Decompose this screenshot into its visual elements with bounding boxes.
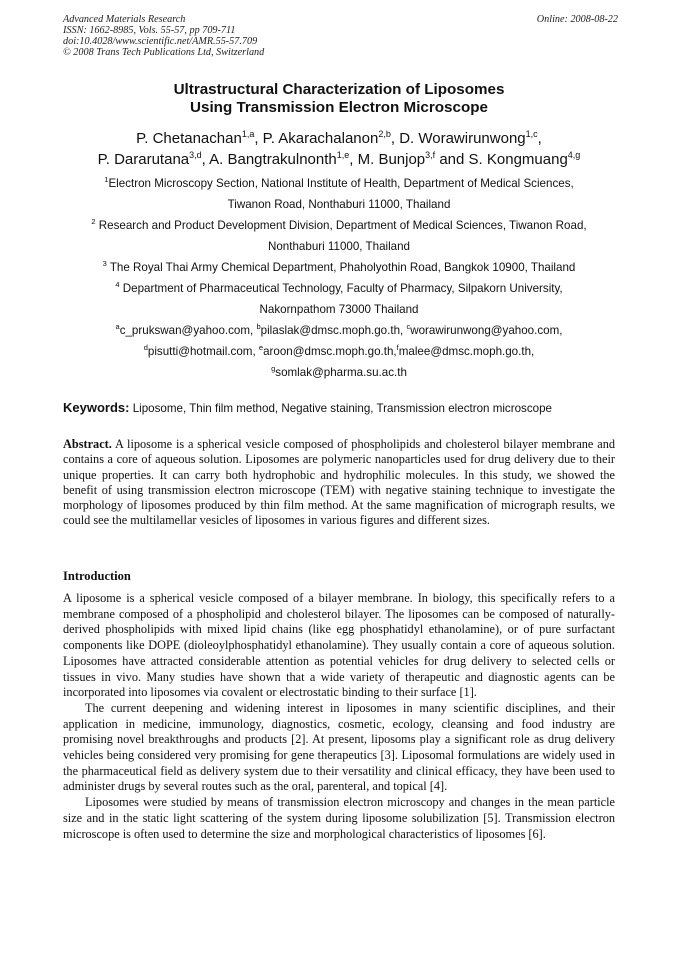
affiliation-text: Department of Pharmaceutical Technology, Faculty of Pharmacy, Silpakorn University, <box>122 282 563 295</box>
email-address: pisutti@hotmail.com, <box>147 345 259 358</box>
online-date: Online: 2008-08-22 <box>536 14 618 25</box>
abstract-label: Abstract. <box>63 437 112 451</box>
title-line-2: Using Transmission Electron Microscope <box>190 99 488 116</box>
author-affil-sup: 1,c <box>525 129 538 139</box>
email-address: somlak@pharma.su.ac.th <box>275 366 407 379</box>
email-address: worawirunwong@yahoo.com, <box>410 324 563 337</box>
author-name: M. Bunjop <box>357 151 426 168</box>
keywords <box>63 400 623 417</box>
abstract-text: A liposome is a spherical vesicle composed of phospholipids and cholesterol bilayer membrane and contains a core of aqueous solution. Liposomes are polymeric nanoparticles used for drug delivery due to their unique properties. It can carry both hydrophobic and hydrophilic molecules. In this study, we showed the benefit of using transmission electron microscope (TEM) with negative staining technique to investigate the morphology of liposomes produced by thin film method. At the same magnification of micrograph results, we could see the multilamellar vesicles of liposomes in various figures and different sizes. <box>63 437 615 528</box>
email-address: aroon@dmsc.moph.go.th, <box>263 345 397 358</box>
author-name: A. Bangtrakulnonth <box>209 151 337 168</box>
author-name: D. Worawirunwong <box>399 130 526 147</box>
affiliation-4 <box>60 278 618 299</box>
author-name: S. Kongmuang <box>468 151 568 168</box>
affiliation-2-cont: Nonthaburi 11000, Thailand <box>267 240 411 253</box>
email-line-2 <box>60 341 618 362</box>
doi-line: doi:10.4028/www.scientific.net/AMR.55-57.709 <box>63 36 258 47</box>
email-sup: c <box>406 322 411 331</box>
paragraph: Liposomes were studied by means of transmission electron microscopy and changes in the mean particle size and in the static light scattering of the system during liposome solubilization [5]. Transmission electron microscope is often used to determine the size and morphological characteristics of liposomes [6]. <box>63 795 615 841</box>
email-sup: e <box>258 343 264 352</box>
author-separator: , <box>254 130 263 147</box>
author-affil-sup: 2,b <box>378 129 391 139</box>
email-address: pilaslak@dmsc.moph.go.th, <box>260 324 407 337</box>
author-affil-sup: 1,a <box>241 129 255 139</box>
affiliation-list <box>60 173 618 383</box>
affiliation-sup: 4 <box>115 280 120 289</box>
author-list <box>60 128 618 170</box>
affiliation-text: The Royal Thai Army Chemical Department, Phaholyothin Road, Bangkok 10900, Thailand <box>109 261 576 274</box>
affiliation-3 <box>60 257 618 278</box>
author-affil-sup: 1,e <box>336 150 350 160</box>
email-line-3 <box>60 362 618 383</box>
author-affil-sup: 4,g <box>567 150 581 160</box>
author-separator: and <box>435 151 469 168</box>
introduction-body <box>63 591 615 842</box>
author-affil-sup: 3,d <box>189 150 202 160</box>
affiliation-sup: 1 <box>104 175 109 184</box>
affiliation-1-cont: Tiwanon Road, Nonthaburi 11000, Thailand <box>227 198 451 211</box>
email-sup: b <box>256 322 261 331</box>
journal-header <box>63 14 618 58</box>
author-line-2 <box>60 149 618 170</box>
paragraph: The current deepening and widening interest in liposomes in many scientific disciplines, and their application in medicine, immunology, diagnostics, cosmetic, ecology, cleansing and food industry are promising novel breakthroughs and products [2]. At present, liposoms play a significant role as drug delivery vehicles being considered very promising for gene therapeutics [3]. Liposomal formulations are widely used in the pharmaceutical field as delivery system due to their versatility and clinical efficacy, they have been used to administer drugs by several routes such as the oral, parenteral, and topical [4]. <box>63 700 615 794</box>
copyright-line: © 2008 Trans Tech Publications Ltd, Switzerland <box>63 47 265 58</box>
affiliation-sup: 2 <box>91 217 96 226</box>
keywords-text: Liposome, Thin film method, Negative staining, Transmission electron microscope <box>129 402 552 415</box>
abstract <box>63 437 615 529</box>
affiliation-text: Electron Microscopy Section, National Institute of Health, Department of Medical Sciences, <box>108 177 574 190</box>
author-name: P. Dararutana <box>97 151 190 168</box>
email-sup: f <box>396 343 399 352</box>
author-name: P. Chetanachan <box>136 130 242 147</box>
paragraph: A liposome is a spherical vesicle composed of a bilayer membrane. In biology, this specifically refers to a membrane composed of a phospholipid and cholesterol bilayer. The liposomes can be composed of naturally-derived phospholipids with mixed lipid chains (like egg phosphatidyl ethanolamine), or of pure surfactant components like DOPE (dioleoylphosphatidyl ethanolamine). They usually contain a core of aqueous solution. Liposomes have attracted considerable attention as potential vehicles for drug delivery to selected cells or tissues in vivo. Many studies have shown that a wide variety of therapeutic and diagnostic agents can be incorporated into liposomes via covalent or electrostatic binding to their surface [1]. <box>63 591 615 700</box>
affiliation-1 <box>60 173 618 194</box>
author-separator: , <box>537 130 542 147</box>
email-address: malee@dmsc.moph.go.th, <box>398 345 535 358</box>
title-line-1: Ultrastructural Characterization of Liposomes <box>173 81 505 98</box>
affiliation-text: Research and Product Development Division, Department of Medical Sciences, Tiwanon Road, <box>98 219 587 232</box>
issn-line: ISSN: 1662-8985, Vols. 55-57, pp 709-711 <box>63 25 236 36</box>
author-name: P. Akarachalanon <box>262 130 379 147</box>
email-address: c_prukswan@yahoo.com, <box>119 324 257 337</box>
email-sup: d <box>143 343 148 352</box>
paper-title <box>60 81 618 117</box>
affiliation-sup: 3 <box>102 259 107 268</box>
author-affil-sup: 3,f <box>425 150 436 160</box>
email-sup: g <box>271 364 276 373</box>
author-separator: , <box>349 151 358 168</box>
affiliation-4-cont: Nakornpathom 73000 Thailand <box>259 303 419 316</box>
keywords-label: Keywords: <box>63 400 130 415</box>
author-line-1 <box>60 128 618 149</box>
author-separator: , <box>201 151 210 168</box>
email-line-1 <box>60 320 618 341</box>
introduction-heading: Introduction <box>63 569 131 583</box>
email-sup: a <box>115 322 120 331</box>
journal-name: Advanced Materials Research <box>63 14 186 25</box>
affiliation-2 <box>60 215 618 236</box>
author-separator: , <box>390 130 400 147</box>
